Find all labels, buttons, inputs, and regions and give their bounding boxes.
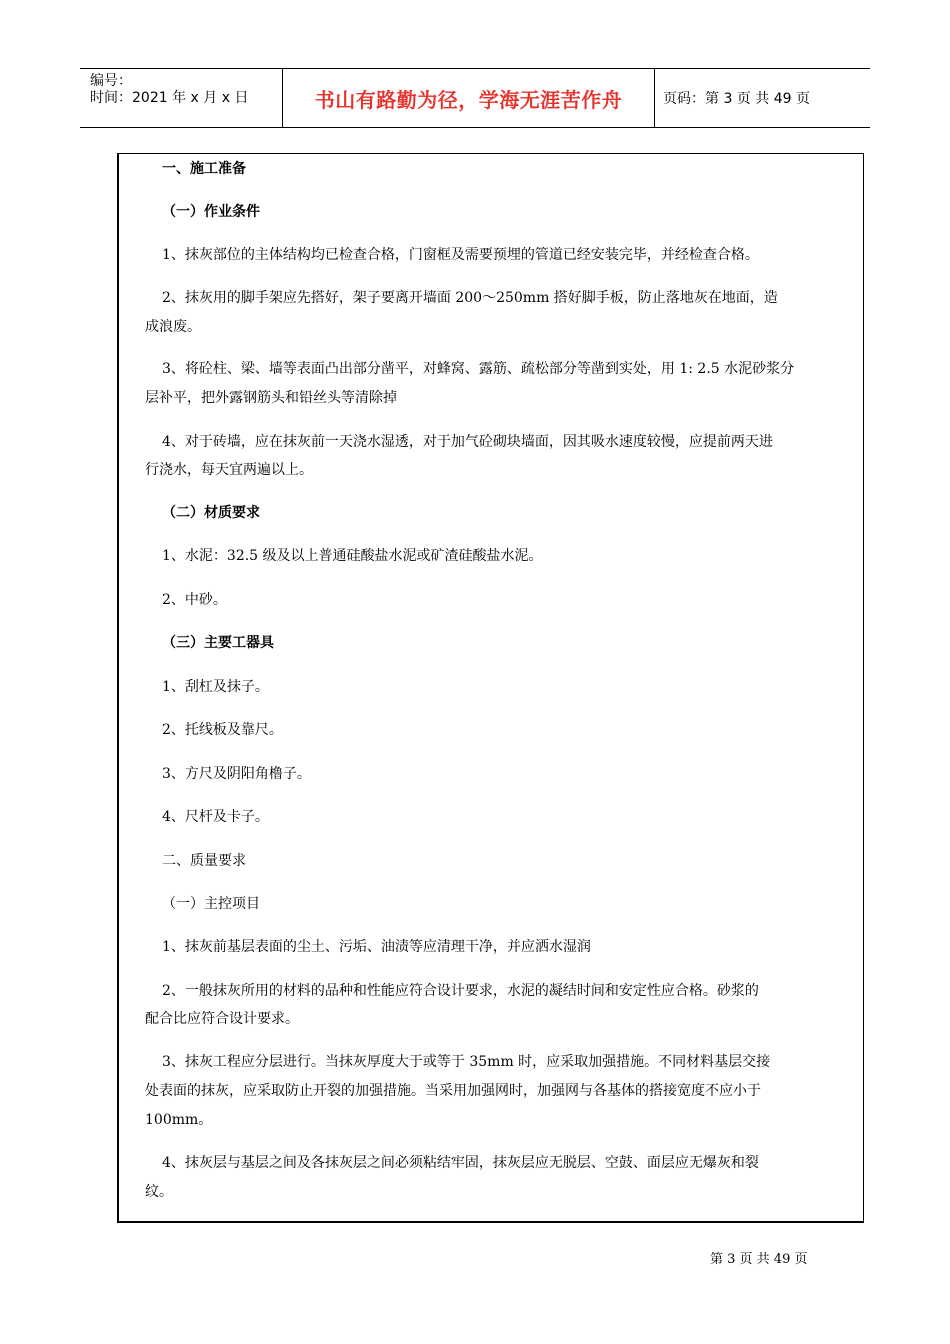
paragraph-line: 1、水泥：32.5 级及以上普通硅酸盐水泥或矿渣硅酸盐水泥。 bbox=[162, 548, 543, 564]
paragraph-line: 4、对于砖墙，应在抹灰前一天浇水湿透，对于加气砼砌块墙面，因其吸水速度较慢，应提前两天进 bbox=[162, 434, 773, 450]
paragraph-line: 1、抹灰部位的主体结构均已检查合格，门窗框及需要预埋的管道已经安装完毕，并经检查合格。 bbox=[162, 247, 759, 263]
paragraph-line: 成浪废。 bbox=[145, 319, 201, 335]
paragraph-line: 2、抹灰用的脚手架应先搭好，架子要离开墙面 200～250mm 搭好脚手板，防止落地灰在地面，造 bbox=[162, 290, 778, 306]
header-motto-cell bbox=[282, 69, 655, 127]
content-frame bbox=[117, 153, 864, 1223]
page-footer: 第 3 页 共 49 页 bbox=[710, 1252, 808, 1267]
header-page-cell bbox=[655, 69, 870, 127]
document-number-label: 编号： bbox=[90, 73, 132, 89]
page-header bbox=[80, 68, 870, 128]
subsection-heading: （一）作业条件 bbox=[162, 204, 260, 220]
header-meta-cell bbox=[80, 69, 282, 127]
subsection-heading: （二）材质要求 bbox=[162, 505, 260, 521]
paragraph-line: 3、方尺及阴阳角橹子。 bbox=[162, 766, 311, 782]
paragraph-line: 4、抹灰层与基层之间及各抹灰层之间必须粘结牢固，抹灰层应无脱层、空鼓、面层应无爆灰和裂 bbox=[162, 1155, 759, 1171]
paragraph-line: 纹。 bbox=[145, 1184, 173, 1200]
section-heading: 一、施工准备 bbox=[162, 161, 246, 177]
header-motto: 书山有路勤为径，学海无涯苦作舟 bbox=[314, 87, 623, 112]
paragraph-line: 4、尺杆及卡子。 bbox=[162, 809, 269, 825]
header-page-number: 页码：第 3 页 共 49 页 bbox=[663, 91, 810, 107]
paragraph-line: 1、刮杠及抹子。 bbox=[162, 679, 269, 695]
paragraph-line: 配合比应符合设计要求。 bbox=[145, 1011, 299, 1027]
paragraph-line: 层补平，把外露钢筋头和铅丝头等清除掉 bbox=[145, 390, 397, 406]
paragraph-line: 3、将砼柱、梁、墙等表面凸出部分凿平，对蜂窝、露筋、疏松部分等凿到实处，用 1: 2.5 水泥砂浆分 bbox=[162, 361, 795, 377]
subsection-heading: （三）主要工器具 bbox=[162, 635, 274, 651]
paragraph-line: 3、抹灰工程应分层进行。当抹灰厚度大于或等于 35mm 时，应采取加强措施。不同材料基层交接 bbox=[162, 1054, 771, 1070]
paragraph-line: 处表面的抹灰，应采取防止开裂的加强措施。当采用加强网时，加强网与各基体的搭接宽度不应小于 bbox=[145, 1083, 761, 1099]
paragraph-line: 行浇水，每天宜两遍以上。 bbox=[145, 462, 313, 478]
paragraph-line: 1、抹灰前基层表面的尘土、污垢、油渍等应清理干净，并应洒水湿润 bbox=[162, 939, 591, 955]
document-time-label: 时间：2021 年 x 月 x 日 bbox=[90, 90, 249, 106]
subsection-heading: （一）主控项目 bbox=[162, 896, 260, 912]
paragraph-line: 100mm。 bbox=[145, 1112, 213, 1128]
paragraph-line: 2、中砂。 bbox=[162, 592, 227, 608]
paragraph-line: 2、一般抹灰所用的材料的品种和性能应符合设计要求，水泥的凝结时间和安定性应合格。砂浆的 bbox=[162, 983, 759, 999]
section-heading: 二、质量要求 bbox=[162, 853, 246, 869]
paragraph-line: 2、托线板及靠尺。 bbox=[162, 722, 283, 738]
